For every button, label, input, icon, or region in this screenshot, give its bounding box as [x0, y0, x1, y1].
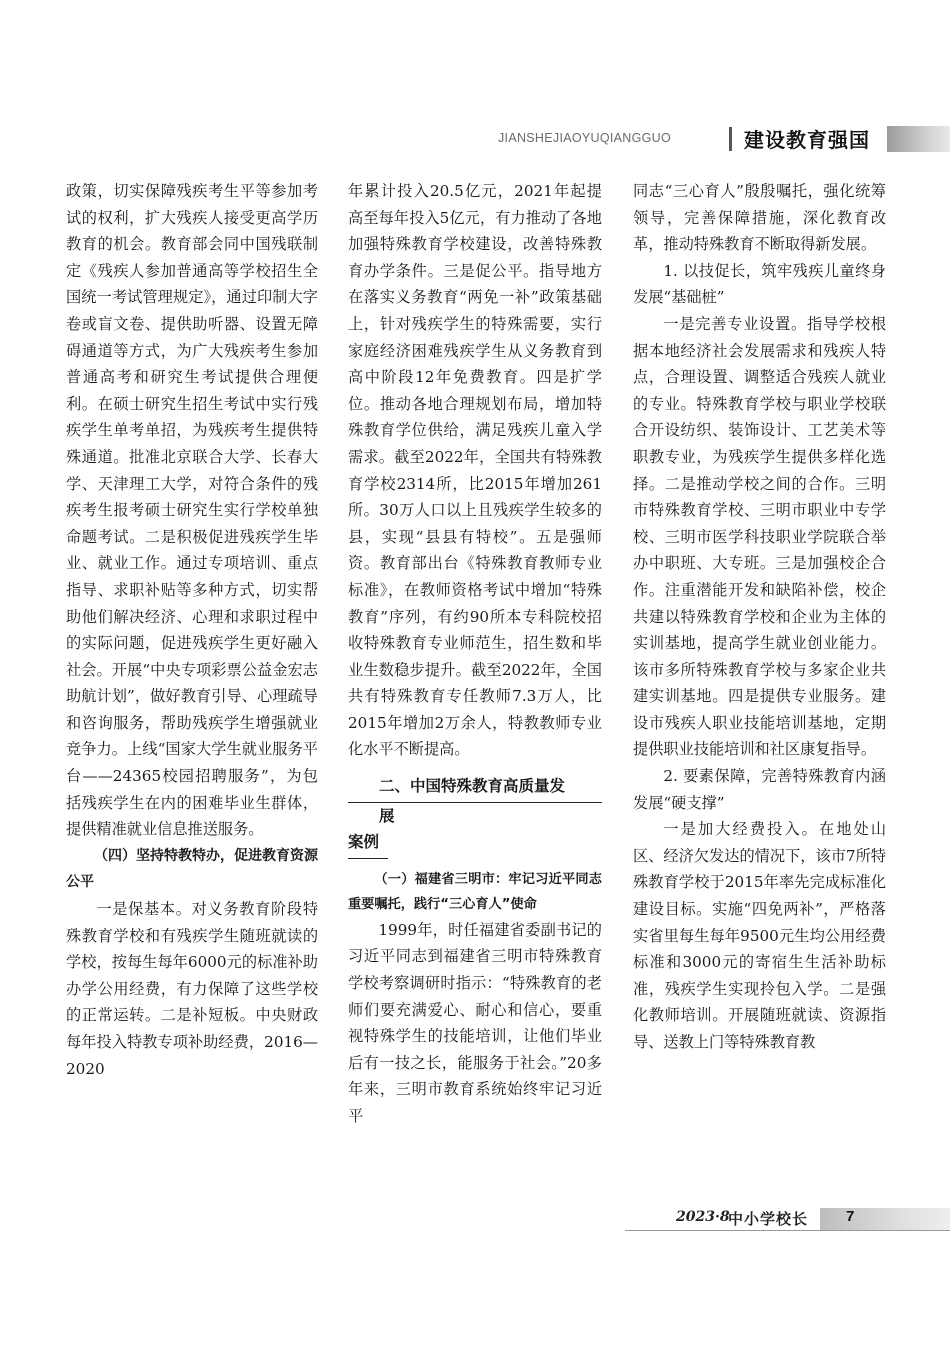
col1-paragraph-2: 一是保基本。对义务教育阶段特殊教育学校和有残疾学生随班就读的学校，按每生每年6000元的标准补助办学公用经费，有力保障了这些学校的正常运转。二是补短板。中央财政每年投入特教专项补助经费，2016—2020 — [66, 900, 318, 1078]
col3-paragraph-1: 同志“三心育人”殷殷嘱托，强化统筹领导，完善保障措施，深化教育改革，推动特殊教育不断取得新发展。 — [633, 182, 886, 254]
column-2 — [348, 178, 602, 1130]
col3-paragraph-2: 一是完善专业设置。指导学校根据本地经济社会发展需求和残疾人特点，合理设置、调整适合残疾人就业的专业。特殊教育学校与职业学校联合开设纺织、装饰设计、工艺美术等职教专业，为残疾学生提供多样化选择。二是推动学校之间的合作。三明市特殊教育学校、三明市职业中专学校、三明市医学科技职业学院联合举办中职班、大专班。三是加强校企合作。注重潜能开发和缺陷补偿，校企共建以特殊教育学校和企业为主体的实训基地，提高学生就业创业能力。该市多所特殊教育学校与多家企业共建实训基地。四是提供专业服务。建设市残疾人职业技能培训基地，定期提供职业技能培训和社区康复指导。 — [633, 314, 886, 759]
column-1 — [66, 178, 318, 1082]
col2-case-heading: （一）福建省三明市：牢记习近平同志重要嘱托，践行“三心育人”使命 — [348, 871, 602, 912]
column-3 — [633, 178, 886, 1056]
footer-date: 2023·8 — [676, 1209, 730, 1225]
col2-main-heading-line-1: 二、中国特殊教育高质量发 — [348, 773, 602, 803]
col1-paragraph-1: 政策，切实保障残疾考生平等参加考试的权利，扩大残疾人接受更高学历教育的机会。教育部会同中国残联制定《残疾人参加普通高等学校招生全国统一考试管理规定》，通过印制大字卷或盲文卷、提供助听器、设置无障碍通道等方式，为广大残疾考生参加普通高考和研究生考试提供合理便利。在硕士研究生招生考试中实行残疾学生单考单招，为残疾考生提供特殊通道。批准北京联合大学、长春大学、天津理工大学，对符合条件的残疾考生报考硕士研究生实行学校单独命题考试。二是积极促进残疾学生毕业、就业工作。通过专项培训、重点指导、求职补贴等多种方式，切实帮助他们解决经济、心理和求职过程中的实际问题，促进残疾学生更好融入社会。开展“中央专项彩票公益金宏志助航计划”，做好教育引导、心理疏导和咨询服务，帮助残疾学生增强就业竞争力。上线“国家大学生就业服务平台——24365校园招聘服务”，为包括残疾学生在内的困难毕业生群体，提供精准就业信息推送服务。 — [66, 182, 318, 839]
col3-subheading-1: 1. 以技促长，筑牢残疾儿童终身发展“基础桩” — [633, 261, 886, 307]
header-gradient-bar — [887, 126, 950, 152]
col2-main-heading — [348, 773, 602, 859]
col1-section-heading: （四）坚持特教特办，促进教育资源公平 — [66, 847, 318, 891]
footer-page-number: 7 — [846, 1208, 855, 1225]
col2-paragraph-2: 1999年，时任福建省委副书记的习近平同志到福建省三明市特殊教育学校考察调研时指示：“特殊教育的老师们要充满爱心、耐心和信心，要重视特殊学生的技能培训，让他们毕业后有一技之长，能服务于社会。”20多年来，三明市教育系统始终牢记习近平 — [348, 920, 602, 1125]
footer-magazine-name: 中小学校长 — [728, 1210, 809, 1228]
col2-main-heading-line-2: 展案例 — [348, 803, 388, 859]
header-pinyin: JIANSHEJIAOYUQIANGGUO — [498, 131, 671, 145]
col3-paragraph-3: 一是加大经费投入。在地处山区、经济欠发达的情况下，该市7所特殊教育学校于2015年率先完成标准化建设目标。实施“四免两补”，严格落实省里每生每年9500元生均公用经费标准和3000元的寄宿生生活补助标准，残疾学生实现拎包入学。二是强化教师培训。开展随班就读、资源指导、送教上门等特殊教育教 — [633, 820, 886, 1051]
header-divider — [729, 127, 732, 151]
footer-rule — [625, 1230, 950, 1231]
header-title: 建设教育强国 — [744, 128, 870, 152]
col3-subheading-2: 2. 要素保障，完善特殊教育内涵发展“硬支撑” — [633, 767, 886, 812]
col2-paragraph-1: 年累计投入20.5亿元，2021年起提高至每年投入5亿元，有力推动了各地加强特殊教育学校建设，改善特殊教育办学条件。三是促公平。指导地方在落实义务教育“两免一补”政策基础上，针对残疾学生的特殊需要，实行家庭经济困难残疾学生从义务教育到高中阶段12年免费教育。四是扩学位。推动各地合理规划布局，增加特殊教育学位供给，满足残疾儿童入学需求。截至2022年，全国共有特殊教育学校2314所，比2015年增加261所。30万人口以上且残疾学生较多的县，实现“县县有特校”。五是强师资。教育部出台《特殊教育教师专业标准》，在教师资格考试中增加“特殊教育”序列，有约90所本专科院校招收特殊教育专业师范生，招生数和毕业生数稳步提升。截至2022年，全国共有特殊教育专任教师7.3万人，比2015年增加2万余人，特教教师专业化水平不断提高。 — [348, 182, 602, 759]
footer-gradient-bar — [820, 1208, 950, 1230]
